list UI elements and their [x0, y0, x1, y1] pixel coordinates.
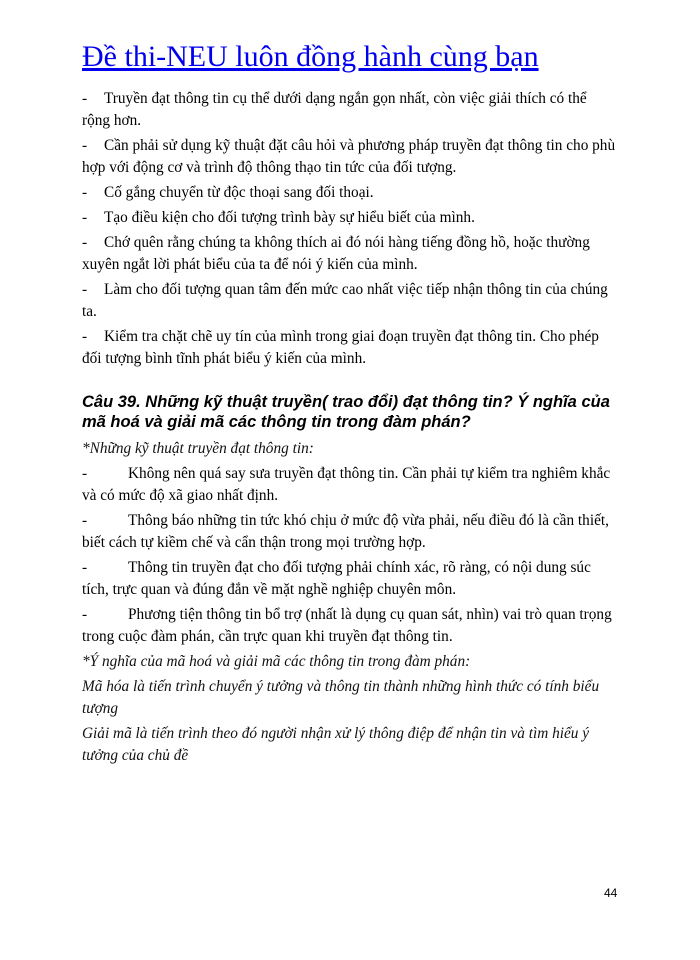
list-item-text: Chớ quên rằng chúng ta không thích ai đó nói hàng tiếng đồng hồ, hoặc thường xuyên ngắt lời phát biểu của ta để nói ý kiến của mình.	[82, 234, 590, 273]
header-link[interactable]: Đề thi-NEU luôn đồng hành cùng bạn	[82, 40, 539, 73]
list-item-text: Phương tiện thông tin bổ trợ (nhất là dụng cụ quan sát, nhìn) vai trò quan trọng trong cuộc đàm phán, cần trực quan khi truyền đạt thông tin.	[82, 606, 612, 645]
list-item-text: Truyền đạt thông tin cụ thể dưới dạng ngắn gọn nhất, còn việc giải thích có thể rộng hơn.	[82, 90, 587, 129]
list-item	[82, 135, 618, 179]
bullet-dash: -	[82, 328, 88, 345]
list-item	[82, 279, 618, 323]
list-item-text: Kiểm tra chặt chẽ uy tín của mình trong giai đoạn truyền đạt thông tin. Cho phép đối tượng bình tĩnh phát biểu ý kiến của mình.	[82, 328, 599, 367]
list-item-text: Làm cho đối tượng quan tâm đến mức cao nhất việc tiếp nhận thông tin của chúng ta.	[82, 281, 608, 320]
bullet-dash: -	[82, 606, 88, 623]
techniques-list	[82, 463, 618, 648]
encoding-definition: Mã hóa là tiến trình chuyển ý tưởng và thông tin thành những hình thức có tính biểu tượng	[82, 678, 600, 717]
list-item-text: Cố gắng chuyển từ độc thoại sang đối thoại.	[104, 184, 374, 201]
list-item	[82, 182, 618, 204]
list-item	[82, 88, 618, 132]
list-item	[82, 604, 618, 648]
bullet-dash: -	[82, 512, 88, 529]
list-item-text: Thông tin truyền đạt cho đối tượng phải chính xác, rõ ràng, có nội dung súc tích, trực quan và đúng đắn về mặt nghề nghiệp chuyên môn.	[82, 559, 591, 598]
page-number: 44	[604, 886, 618, 900]
list-item	[82, 326, 618, 370]
list-item-text: Không nên quá say sưa truyền đạt thông tin. Cần phải tự kiểm tra nghiêm khắc và có mức độ xã giao nhất định.	[82, 465, 611, 504]
list-item	[82, 557, 618, 601]
decoding-definition: Giải mã là tiến trình theo đó người nhận xử lý thông điệp để nhận tin và tìm hiểu ý tưởng của chủ đề	[82, 725, 590, 764]
list-item	[82, 510, 618, 554]
list-item	[82, 232, 618, 276]
list-item	[82, 463, 618, 507]
bullet-dash: -	[82, 184, 88, 201]
question-heading: Câu 39. Những kỹ thuật truyền( trao đổi) đạt thông tin? Ý nghĩa của mã hoá và giải mã các thông tin trong đàm phán?	[82, 393, 610, 431]
bullet-dash: -	[82, 281, 88, 298]
subheading-encoding-meaning: *Ý nghĩa của mã hoá và giải mã các thông tin trong đàm phán:	[82, 653, 471, 670]
bullet-dash: -	[82, 209, 88, 226]
bullet-dash: -	[82, 559, 88, 576]
bullet-dash: -	[82, 137, 88, 154]
subheading-techniques: *Những kỹ thuật truyền đạt thông tin:	[82, 440, 314, 457]
list-item	[82, 207, 618, 229]
communication-tips-list	[82, 88, 618, 370]
bullet-dash: -	[82, 465, 88, 482]
list-item-text: Cần phải sử dụng kỹ thuật đặt câu hỏi và phương pháp truyền đạt thông tin cho phù hợp với động cơ và trình độ thông thạo tin tức của đối tượng.	[82, 137, 616, 176]
bullet-dash: -	[82, 90, 88, 107]
page-content	[82, 88, 618, 770]
list-item-text: Thông báo những tin tức khó chịu ở mức độ vừa phải, nếu điều đó là cần thiết, biết cách tự kiềm chế và cẩn thận trong mọi trường hợp.	[82, 512, 609, 551]
bullet-dash: -	[82, 234, 88, 251]
list-item-text: Tạo điều kiện cho đối tượng trình bày sự hiểu biết của mình.	[104, 209, 475, 226]
